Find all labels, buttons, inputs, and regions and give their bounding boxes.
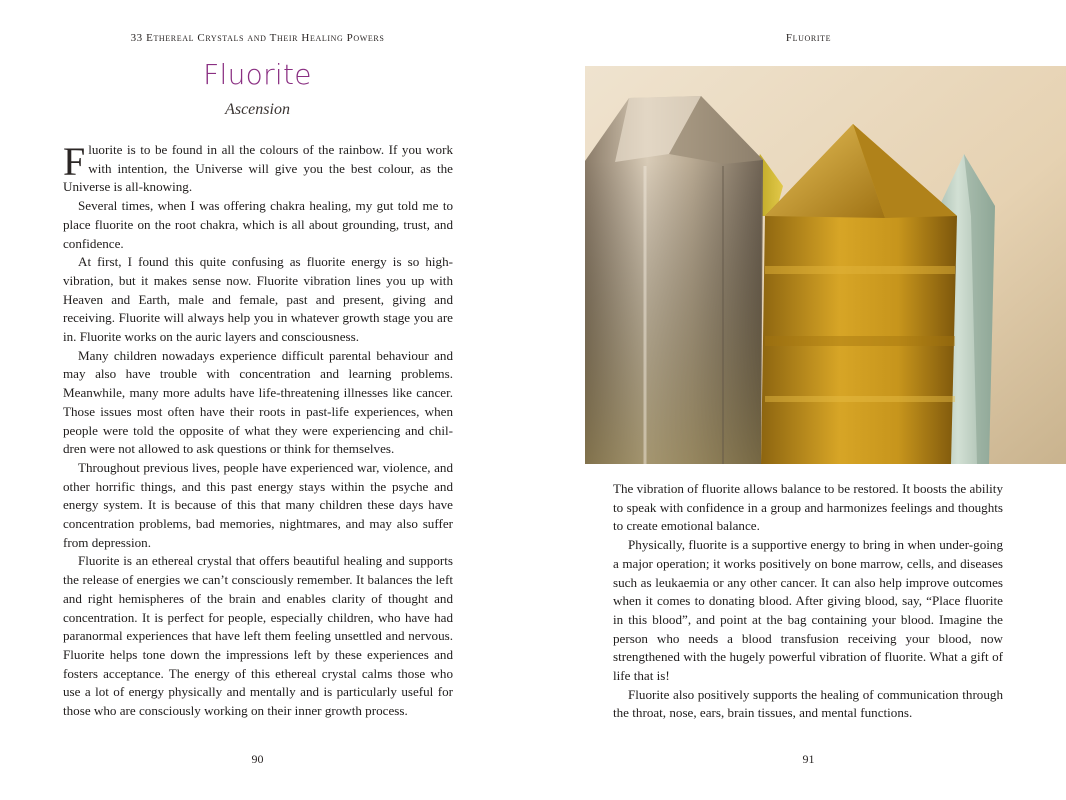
body-paragraph: Several times, when I was offering chakra healing, my gut told me to place fluorite on the root chakra, which is all about grounding, trust, and confidence.	[63, 198, 453, 251]
fluorite-crystals-photo	[585, 66, 1066, 464]
running-head-chapter: Fluorite	[785, 32, 832, 44]
left-body-text	[63, 141, 453, 721]
right-page	[533, 0, 1066, 800]
page-number: 90	[251, 752, 264, 766]
body-paragraph: The vibration of fluorite allows balance to be restored. It boosts the ability to speak with confidence in a group and harmonizes feelings and thoughts to create emotional balance.	[613, 481, 1003, 534]
body-paragraph: Physically, fluorite is a supportive energy to bring in when under-going a major operation; it works positively on bone marrow, cells, and diseases such as leukaemia or any other cancer. It can also help improve outcomes when it comes to donating blood. After giving blood, say, “Place fluorite in this blood”, and point at the bag containing your blood. Imagine the person who needs a blood transfusion receiving your blood, now strengthened with the hugely powerful vibration of fluorite. What a gift of life that is!	[613, 537, 1003, 684]
body-paragraph: Many children nowadays experience difficult parental behaviour and may also have trouble with concentration and learning problems. Meanwhile, many more adults have life-threatening illnesses like cancer. Those issues most often have their roots in past-life experiences, when people were told the opposite of what they were experiencing and chil-dren were not allowed to ask questions or think for themselves.	[63, 347, 453, 457]
body-paragraph: Throughout previous lives, people have experienced war, violence, and other horrific things, and this past energy stays within the psyche and energy system. It is because of this that many children these days have concentration problems, bad memories, nightmares, and may also suffer from depression.	[63, 459, 453, 550]
body-paragraph	[63, 141, 453, 197]
body-paragraph: Fluorite also positively supports the healing of communication through the throat, nose, ears, brain tissues, and mental functions.	[613, 686, 1003, 721]
running-head-book-title: 33 Ethereal Crystals and Their Healing Powers	[130, 32, 385, 44]
body-paragraph: Fluorite is an ethereal crystal that offers beautiful healing and supports the release of energies we can’t consciously remember. It balances the left and right hemispheres of the brain and enables clarity of thought and concentration. It is perfect for people, especially children, who have had paranormal experiences that have left them feeling unsettled and nervous. Fluorite helps tone down the impressions left by these experiences and fosters acceptance. The energy of this ethereal crystal calms those who use a lot of energy physically and mentally and is particularly useful for those who are consciously working on their inner growth process.	[63, 553, 453, 719]
body-paragraph: At first, I found this quite confusing as fluorite energy is so high-vibration, but it makes sense now. Fluorite vibration lines you up with Heaven and Earth, male and female, past and present, giving and receiving. Fluorite will always help you in whatever growth stage you are in. Fluorite works on the auric layers and consciousness.	[63, 254, 453, 345]
first-paragraph-text: luorite is to be found in all the colours of the rainbow. If you work with intention, the Universe will give you the best colour, as the Universe is all-knowing.	[63, 142, 453, 195]
chapter-subtitle: Ascension	[225, 101, 290, 118]
chapter-title: Fluorite	[203, 58, 312, 91]
drop-cap: F	[63, 139, 86, 184]
right-body-text	[613, 480, 1003, 723]
page-number: 91	[802, 752, 815, 766]
